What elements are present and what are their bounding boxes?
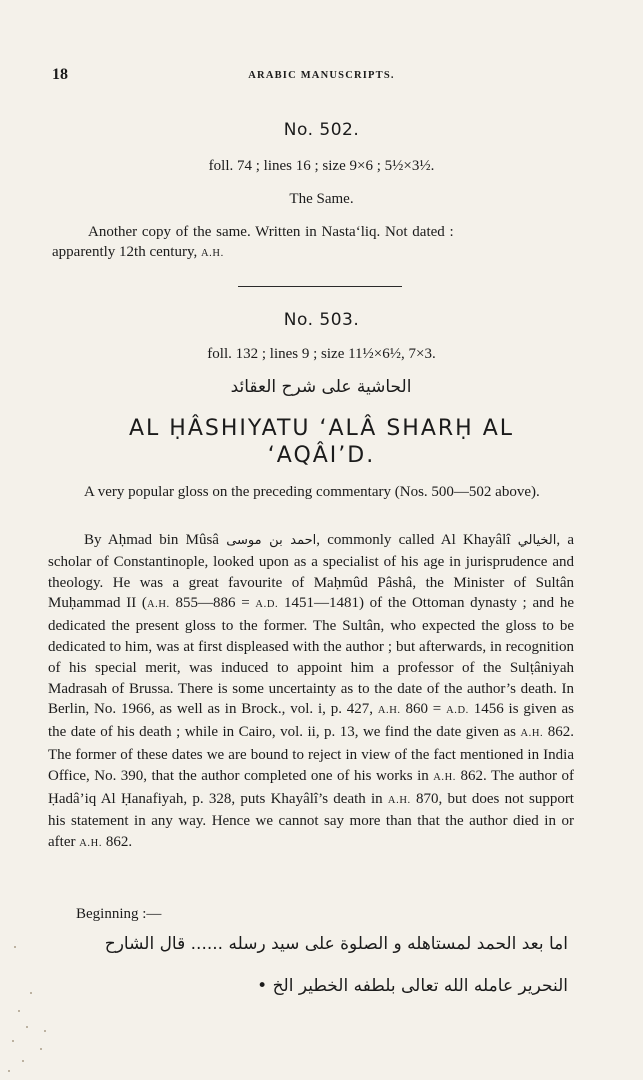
entry-502-description-line-2: [52, 244, 224, 261]
beginning-label: Beginning :—: [76, 906, 162, 922]
arabic-author-name: احمد بن موسى: [226, 533, 317, 548]
entry-502-era-abbrev: A.H.: [200, 248, 224, 259]
para2-text: 855—886 =: [169, 595, 256, 612]
entry-502-description-text: apparently 12th century,: [52, 244, 201, 260]
para2-text: 870, but does not support his statement in any way. Hence we cannot say more than that the author died in or after: [48, 790, 574, 851]
entry-503-paragraph-1: A very popular gloss on the preceding commentary (Nos. 500—502 above).: [84, 484, 540, 500]
para2-text: By Aḥmad bin Mûsâ: [84, 532, 227, 548]
para2-text: , commonly called Al Khayâlî: [316, 532, 518, 548]
entry-502-number: No. 502.: [283, 120, 360, 140]
entry-503-gloss-note: [48, 482, 574, 503]
era-abbrev: A.H.: [433, 771, 457, 783]
era-abbrev: A.H.: [146, 599, 170, 611]
era-abbrev: A.H.: [520, 728, 544, 740]
era-abbrev: A.H.: [377, 705, 401, 717]
entry-503-number: No. 503.: [283, 310, 360, 330]
arabic-nisba: الخيالي: [517, 533, 557, 548]
para2-text: 860 =: [400, 701, 447, 718]
entry-503-arabic-title: الحاشية على شرح العقائد: [230, 377, 412, 397]
entry-502-collation: foll. 74 ; lines 16 ; size 9×6 ; 5½×3½.: [208, 158, 435, 174]
para2-text: 1451—1481) of the Ottoman dynasty ; and he dedicated the present gloss to the former. The Sultân, who expected the gloss to be dedicated to him, was at first displeased with the author ; but afterwards, in recognition of his special merit, was induced to appoint him a professor of the Sulṭâniyah Madrasah of Brussa. There is some uncertainty as to the date of the author’s death. In Berlin, No. 1966, as well as in Brock., vol. i, p. 427,: [48, 595, 574, 718]
para2-text: 862. The author of Ḥadâ’iq Al Ḥanafiyah, p. 328, puts Khayâlî’s death in: [48, 767, 574, 807]
entry-502-title: The Same.: [289, 191, 354, 207]
era-abbrev: A.D.: [446, 705, 469, 717]
arabic-incipit-line-2: النحرير عامله الله تعالى بلطفه الخطير الخ •: [257, 976, 568, 996]
entry-503-collation: foll. 132 ; lines 9 ; size 11½×6½, 7×3.: [207, 346, 436, 362]
entry-503-biography: [48, 530, 574, 855]
entry-502-description-line-1: Another copy of the same. Written in Nasta‘liq. Not dated :: [88, 224, 454, 240]
para2-text: 1456 is given as the date of his death ; while in Cairo, vol. ii, p. 13, we find the date given as: [48, 701, 574, 741]
section-divider: [238, 286, 402, 287]
era-abbrev: A.H.: [387, 794, 411, 806]
para2-text: 862.: [102, 834, 133, 851]
era-abbrev: A.H.: [79, 838, 103, 850]
running-title: ARABIC MANUSCRIPTS.: [248, 70, 395, 81]
para2-text: , a scholar of Constantinople, looked upon as a specialist of his age in jurisprudence and theology. He was a great favourite of Maḥmûd Pâshâ, the Minister of Sultân Muḥammad II (: [48, 532, 574, 612]
era-abbrev: A.D.: [255, 599, 279, 611]
para2-text: 862. The former of these dates we are bound to reject in view of the fact mentioned in India Office, No. 390, that the author completed one of his works in: [48, 724, 575, 784]
entry-503-title-line-1: AL ḤÂSHIYATU ‘ALÂ SHARḤ AL: [128, 416, 515, 441]
page-number: 18: [52, 66, 68, 83]
arabic-incipit-line-1: اما بعد الحمد لمستاهله و الصلوة على سيد رسله ...... قال الشارح: [104, 934, 568, 954]
entry-503-paragraph-2: [48, 530, 574, 855]
entry-503-title-line-2: ‘AQÂI’D.: [267, 443, 376, 468]
